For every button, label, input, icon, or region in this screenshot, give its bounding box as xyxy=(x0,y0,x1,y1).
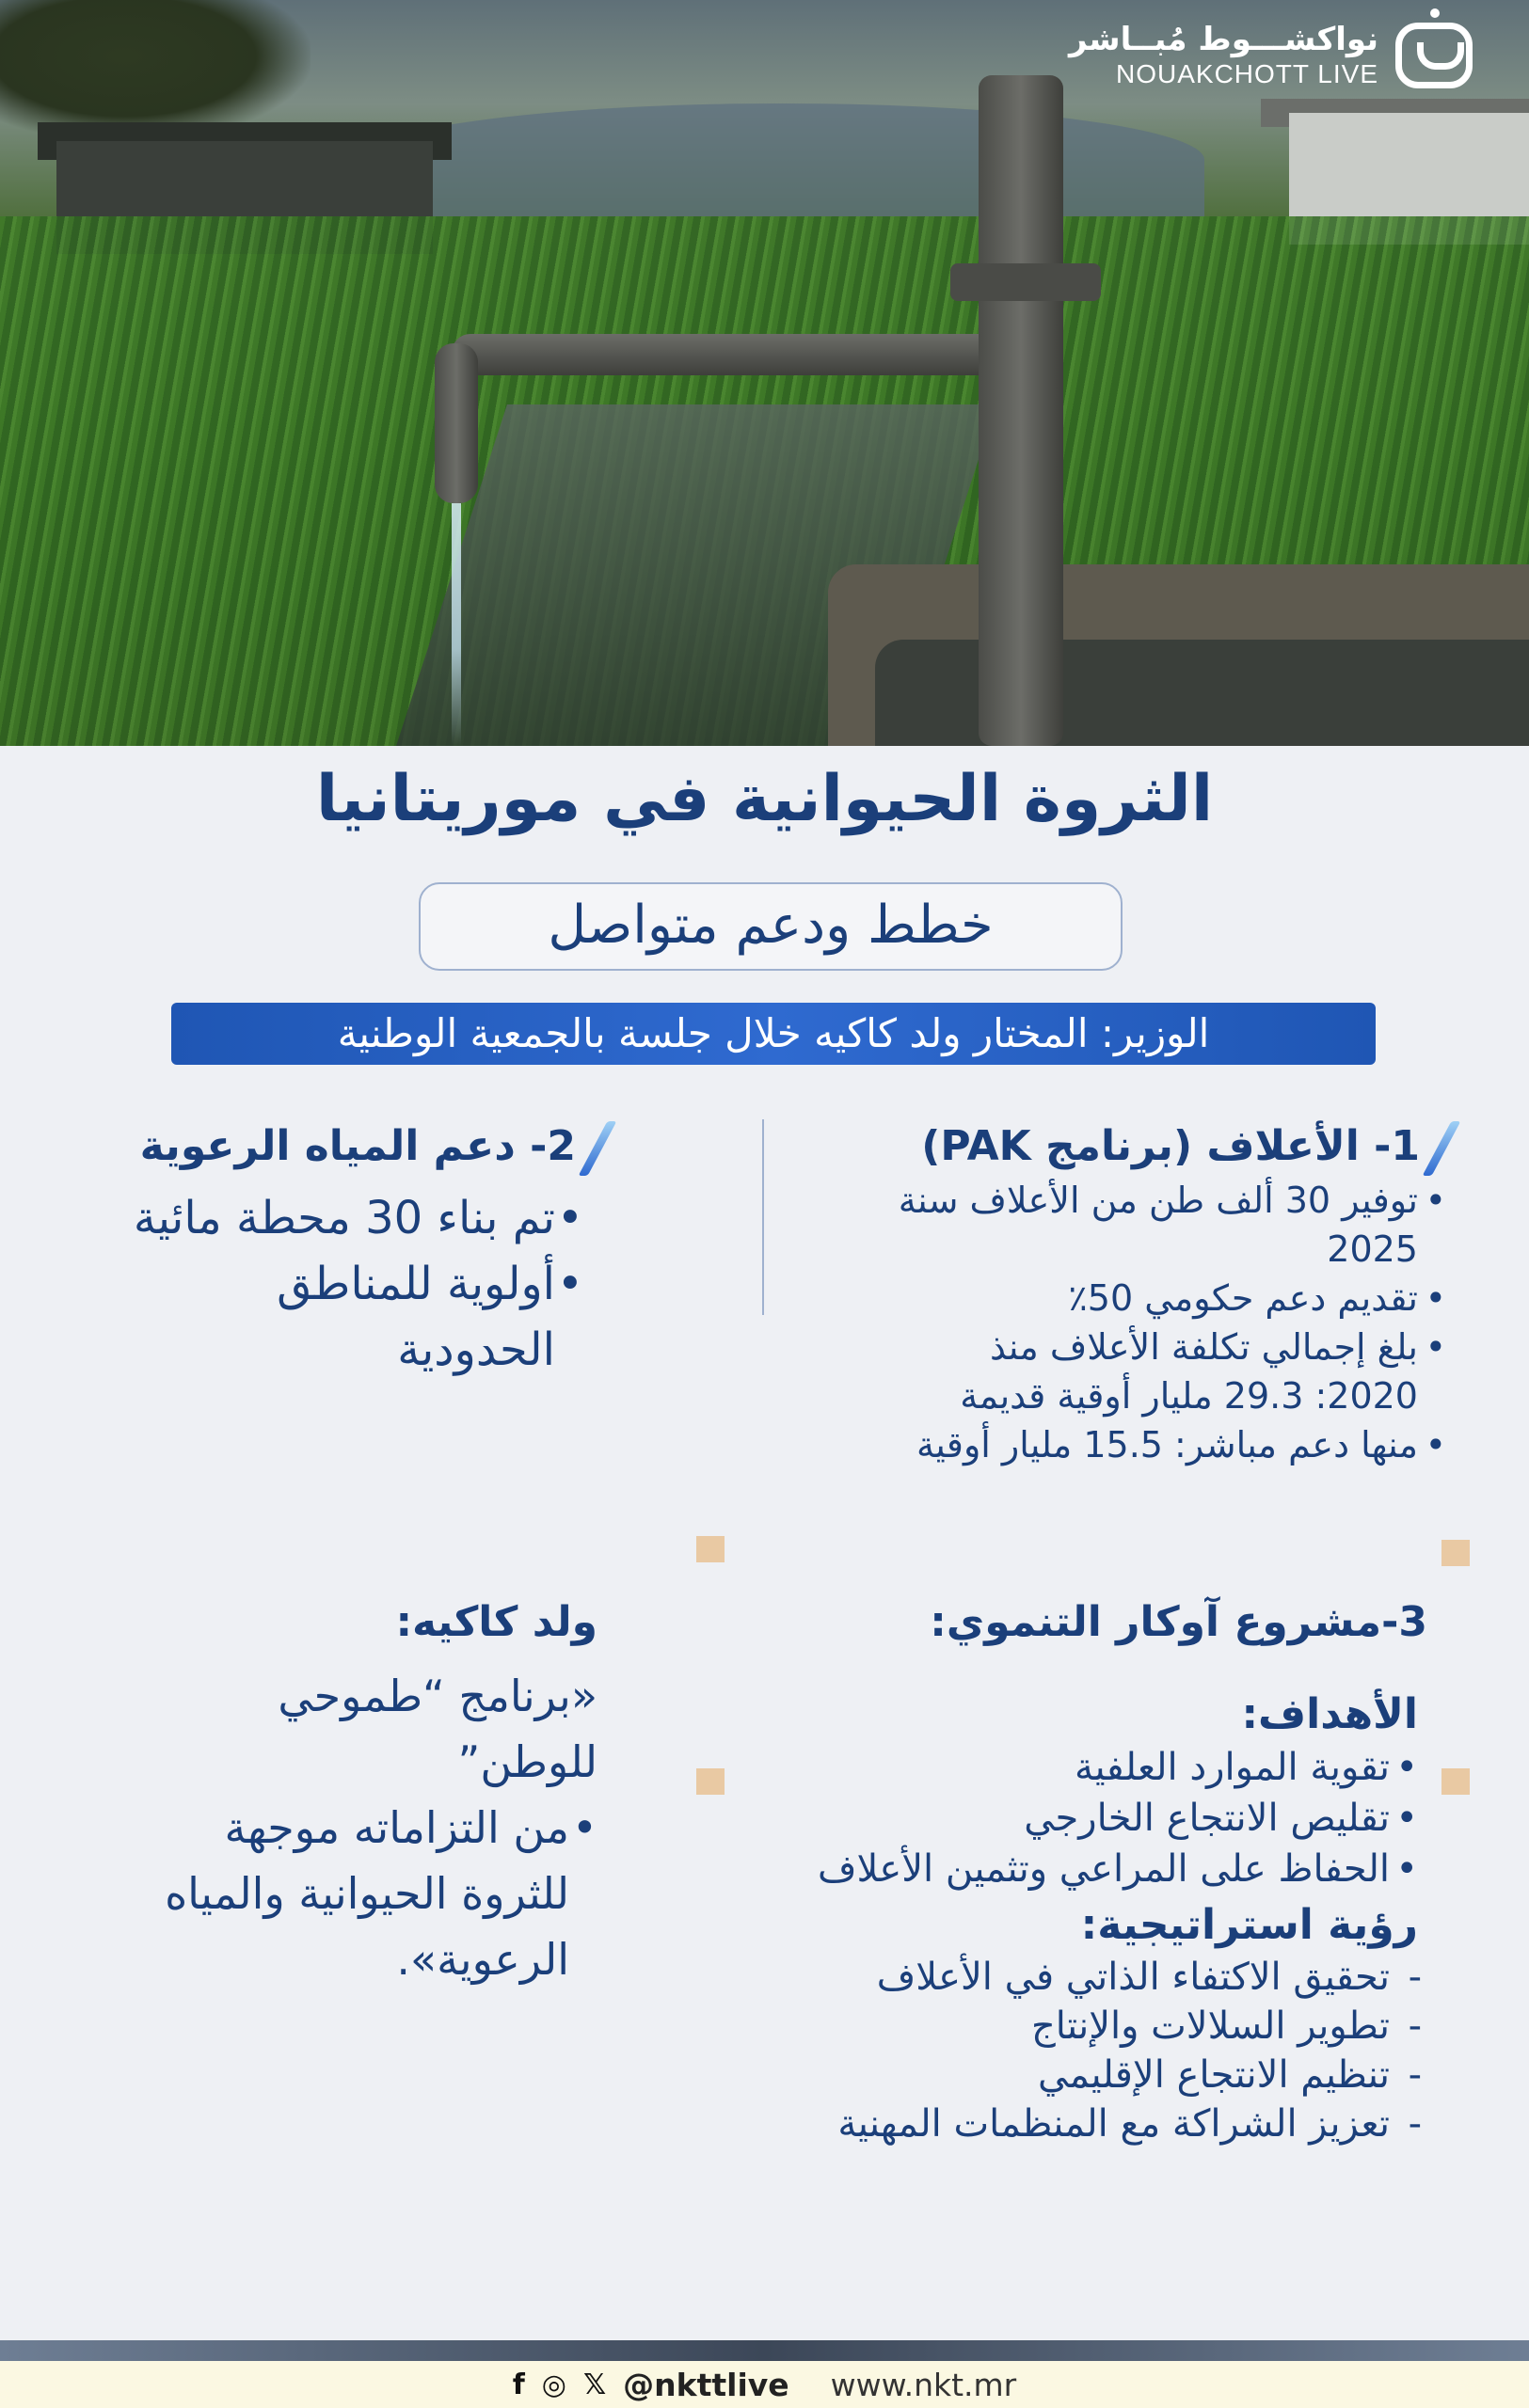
section-feed xyxy=(882,1119,1446,1469)
slash-icon xyxy=(1423,1121,1461,1176)
square-bullet-icon xyxy=(1441,1768,1470,1795)
brand-mark-icon xyxy=(1395,23,1473,88)
list-item: - تطوير السلالات والإنتاج xyxy=(712,2002,1427,2051)
pump-collar xyxy=(950,263,1101,301)
list-item: - تنظيم الانتجاع الإقليمي xyxy=(712,2051,1427,2099)
list-item: • أولوية للمناطق الحدودية xyxy=(132,1251,583,1383)
minister-quote xyxy=(127,1595,597,1992)
x-icon[interactable]: 𝕏 xyxy=(582,2368,607,2401)
page-title: الثروة الحيوانية في موريتانيا xyxy=(315,762,1214,836)
slash-icon xyxy=(579,1121,617,1176)
website-link[interactable]: www.nkt.mr xyxy=(830,2366,1017,2403)
vision-heading: رؤية استراتيجية: xyxy=(1080,1901,1418,1949)
square-bullet-icon xyxy=(1441,1540,1470,1566)
footer-divider xyxy=(0,2340,1529,2361)
footer xyxy=(0,2361,1529,2408)
list-item: • تقوية الموارد العلفية xyxy=(712,1742,1418,1793)
list-item: • تم بناء 30 محطة مائية xyxy=(132,1185,583,1251)
water-list xyxy=(132,1185,602,1383)
quote-heading: ولد كاكيه: xyxy=(395,1598,597,1646)
feed-list xyxy=(882,1176,1446,1469)
basin-water xyxy=(875,640,1529,746)
social-handle[interactable]: @nkttlive xyxy=(623,2366,789,2403)
list-item: • بلغ إجمالي تكلفة الأعلاف منذ 2020: 29.3 مليار أوقية قديمة xyxy=(882,1323,1446,1420)
facebook-icon[interactable]: f xyxy=(512,2368,525,2401)
brand-logo xyxy=(1069,21,1473,90)
goals-list xyxy=(712,1742,1418,1894)
square-bullet-icon xyxy=(696,1536,725,1562)
list-item: • منها دعم مباشر: 15.5 مليار أوقية xyxy=(882,1420,1446,1469)
section-feed-heading: 1- الأعلاف (برنامج PAK) xyxy=(882,1119,1446,1176)
pump-arm xyxy=(452,334,997,375)
list-item: • الحفاظ على المراعي وتثمين الأعلاف xyxy=(712,1844,1418,1894)
water-stream xyxy=(452,503,461,746)
goals-heading: الأهداف: xyxy=(1241,1690,1418,1738)
list-item: • توفير 30 ألف طن من الأعلاف سنة 2025 xyxy=(882,1176,1446,1274)
list-item: • تقديم دعم حكومي 50٪ xyxy=(882,1274,1446,1323)
page-subtitle: خطط ودعم متواصل xyxy=(419,882,1123,971)
section-oukar xyxy=(712,1595,1427,2148)
brand-name-en: NOUAKCHOTT LIVE xyxy=(1116,59,1378,88)
list-item: - تحقيق الاكتفاء الذاتي في الأعلاف xyxy=(712,1953,1427,2002)
pump-pipe xyxy=(979,75,1063,746)
mountain xyxy=(358,103,1204,216)
pump-spout xyxy=(435,343,478,503)
list-item: • تقليص الانتجاع الخارجي xyxy=(712,1793,1418,1844)
quote-list xyxy=(127,1795,597,1992)
minister-banner: الوزير: المختار ولد كاكيه خلال جلسة بالجمعية الوطنية xyxy=(171,1003,1376,1065)
list-item: • من التزاماته موجهة للثروة الحيوانية والمياه الرعوية». xyxy=(127,1795,597,1992)
vision-list xyxy=(712,1953,1427,2148)
hero-photo xyxy=(0,0,1529,746)
section-oukar-heading: 3-مشروع آوكار التنموي: xyxy=(930,1598,1427,1646)
brand-name-ar: نواكشـــوط مُبــاشر xyxy=(1069,21,1378,58)
instagram-icon[interactable]: ◎ xyxy=(541,2368,566,2401)
section-water xyxy=(132,1119,602,1383)
quote-line: «برنامج “طموحي للوطن” xyxy=(278,1671,597,1787)
column-divider xyxy=(762,1119,764,1315)
section-water-heading: 2- دعم المياه الرعوية xyxy=(132,1119,602,1176)
tree-silhouette xyxy=(0,0,311,141)
list-item: - تعزيز الشراكة مع المنظمات المهنية xyxy=(712,2099,1427,2148)
